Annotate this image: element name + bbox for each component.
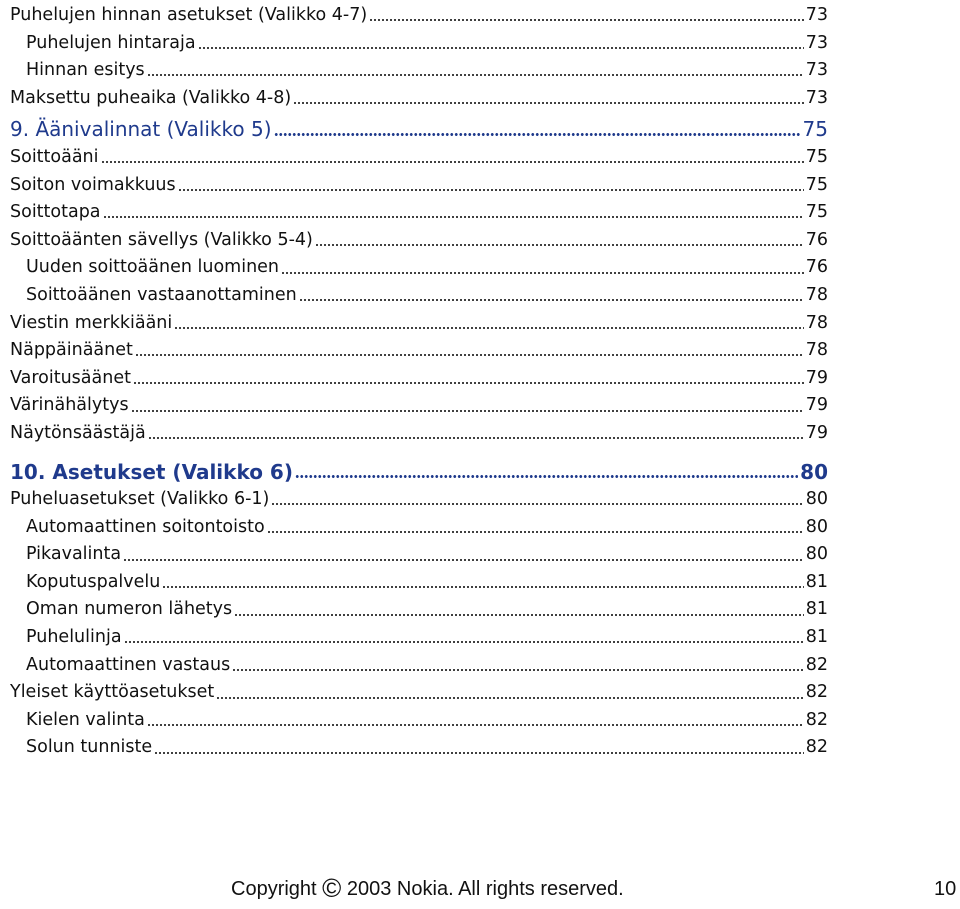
toc-entry-title: Puheluasetukset (Valikko 6-1)	[10, 489, 270, 510]
toc-entry-title: Viestin merkkiääni	[10, 312, 173, 333]
toc-entry[interactable]	[10, 2, 828, 30]
toc-entry-title: Automaattinen soitontoisto	[26, 516, 265, 537]
page-number: 10	[934, 878, 957, 900]
toc-entry-title: Soiton voimakkuus	[10, 174, 176, 195]
toc-entry-page: 78	[805, 340, 828, 361]
toc-entry-page: 75	[805, 202, 828, 223]
toc-entry-title: Automaattinen vastaus	[26, 654, 231, 675]
copyright-text: 2003 Nokia. All rights reserved.	[341, 878, 624, 900]
toc-entry[interactable]	[10, 541, 828, 569]
toc-entry-title: Maksettu puheaika (Valikko 4-8)	[10, 87, 292, 108]
toc-entry-title: Värinähälytys	[10, 395, 129, 416]
copyright-prefix: Copyright	[231, 878, 323, 900]
dot-leader	[198, 46, 804, 50]
toc-entry[interactable]	[10, 85, 828, 113]
dot-leader	[295, 474, 798, 479]
toc-entry-page: 82	[805, 654, 828, 675]
dot-leader	[271, 502, 803, 506]
toc-entry[interactable]	[10, 514, 828, 542]
toc-entry-title: Puhelujen hinnan asetukset (Valikko 4-7)	[10, 5, 368, 25]
toc-entry-page: 81	[805, 599, 828, 620]
dot-leader	[147, 73, 804, 77]
copyright-symbol: ©	[322, 873, 342, 903]
toc-entry[interactable]	[10, 365, 828, 393]
toc-entry[interactable]	[10, 734, 828, 762]
dot-leader	[274, 132, 801, 137]
toc-entry[interactable]	[10, 569, 828, 597]
toc-entry-title: Varoitusäänet	[10, 367, 131, 388]
toc-entry[interactable]	[10, 679, 828, 707]
toc-entry[interactable]	[10, 199, 828, 227]
toc-entry[interactable]	[10, 144, 828, 172]
toc-entry-title: 9. Äänivalinnat (Valikko 5)	[10, 117, 272, 142]
toc-entry-page: 79	[805, 367, 828, 388]
toc-entry[interactable]	[10, 254, 828, 282]
toc-entry-page: 75	[805, 146, 828, 167]
toc-entry-page: 80	[800, 459, 828, 484]
dot-leader	[148, 436, 804, 440]
toc-entry-page: 81	[805, 571, 828, 592]
toc-entry[interactable]	[10, 116, 828, 144]
toc-entry-title: Kielen valinta	[26, 709, 145, 730]
toc-entry-page: 80	[805, 516, 828, 537]
toc-entry[interactable]	[10, 392, 828, 420]
dot-leader	[299, 298, 804, 302]
toc-entry-title: Pikavalinta	[26, 544, 122, 565]
dot-leader	[281, 271, 804, 275]
toc-entry-title: Hinnan esitys	[26, 60, 145, 81]
dot-leader	[135, 353, 804, 357]
dot-leader	[103, 215, 804, 219]
toc-entry-page: 75	[802, 117, 828, 142]
dot-leader	[267, 530, 804, 534]
dot-leader	[133, 381, 804, 385]
toc-entry[interactable]	[10, 172, 828, 200]
dot-leader	[369, 18, 804, 22]
toc-entry-page: 79	[805, 395, 828, 416]
dot-leader	[178, 188, 804, 192]
toc-entry[interactable]	[10, 420, 828, 448]
toc-entry-page: 73	[805, 5, 828, 25]
toc-entry-title: Yleiset käyttöasetukset	[10, 682, 215, 703]
toc-entry-title: Näytönsäästäjä	[10, 422, 146, 443]
toc-entry-page: 82	[805, 709, 828, 730]
dot-leader	[174, 326, 803, 330]
toc-entry-title: Oman numeron lähetys	[26, 599, 233, 620]
toc-entry-page: 76	[805, 257, 828, 278]
toc-entry-title: Soittoäänten sävellys (Valikko 5-4)	[10, 229, 313, 250]
dot-leader	[216, 696, 803, 700]
toc-entry[interactable]	[10, 707, 828, 735]
toc-entry-page: 80	[805, 544, 828, 565]
toc-entry-title: Solun tunniste	[26, 737, 153, 758]
dot-leader	[131, 409, 804, 413]
toc-entry-page: 78	[805, 284, 828, 305]
toc-entry-page: 80	[805, 489, 828, 510]
toc-entry-page: 82	[805, 737, 828, 758]
toc-entry[interactable]	[10, 57, 828, 85]
toc-entry-title: 10. Asetukset (Valikko 6)	[10, 459, 293, 484]
toc-entry[interactable]	[10, 486, 828, 514]
toc-entry[interactable]	[10, 652, 828, 680]
toc-entry[interactable]	[10, 227, 828, 255]
toc-entry-title: Soittoääni	[10, 146, 99, 167]
dot-leader	[162, 585, 803, 589]
dot-leader	[154, 751, 804, 755]
toc-entry-page: 78	[805, 312, 828, 333]
toc-entry-title: Soittoäänen vastaanottaminen	[26, 284, 297, 305]
page-footer	[0, 873, 960, 908]
toc-entry-title: Uuden soittoäänen luominen	[26, 257, 280, 278]
dot-leader	[124, 640, 804, 644]
toc-entry-page: 81	[805, 627, 828, 648]
dot-leader	[147, 723, 804, 727]
toc-entry[interactable]	[10, 30, 828, 58]
toc-entry-title: Puhelujen hintaraja	[26, 32, 196, 53]
toc-entry[interactable]	[10, 310, 828, 338]
toc-entry-page: 73	[805, 32, 828, 53]
dot-leader	[232, 668, 804, 672]
toc-entry[interactable]	[10, 337, 828, 365]
dot-leader	[315, 243, 804, 247]
dot-leader	[101, 160, 804, 164]
toc-entry-page: 76	[805, 229, 828, 250]
table-of-contents	[10, 2, 828, 762]
toc-entry-page: 73	[805, 87, 828, 108]
dot-leader	[123, 558, 804, 562]
toc-entry-page: 75	[805, 174, 828, 195]
toc-entry-title: Puhelulinja	[26, 627, 122, 648]
dot-leader	[234, 613, 804, 617]
toc-entry-title: Näppäinäänet	[10, 340, 133, 361]
toc-entry[interactable]	[10, 459, 828, 487]
toc-entry-page: 82	[805, 682, 828, 703]
dot-leader	[293, 101, 804, 105]
toc-entry[interactable]	[10, 596, 828, 624]
toc-entry[interactable]	[10, 282, 828, 310]
toc-entry-page: 79	[805, 422, 828, 443]
toc-entry-title: Soittotapa	[10, 202, 101, 223]
toc-entry-title: Koputuspalvelu	[26, 571, 161, 592]
toc-entry-page: 73	[805, 60, 828, 81]
toc-entry[interactable]	[10, 624, 828, 652]
copyright-notice	[231, 873, 624, 903]
